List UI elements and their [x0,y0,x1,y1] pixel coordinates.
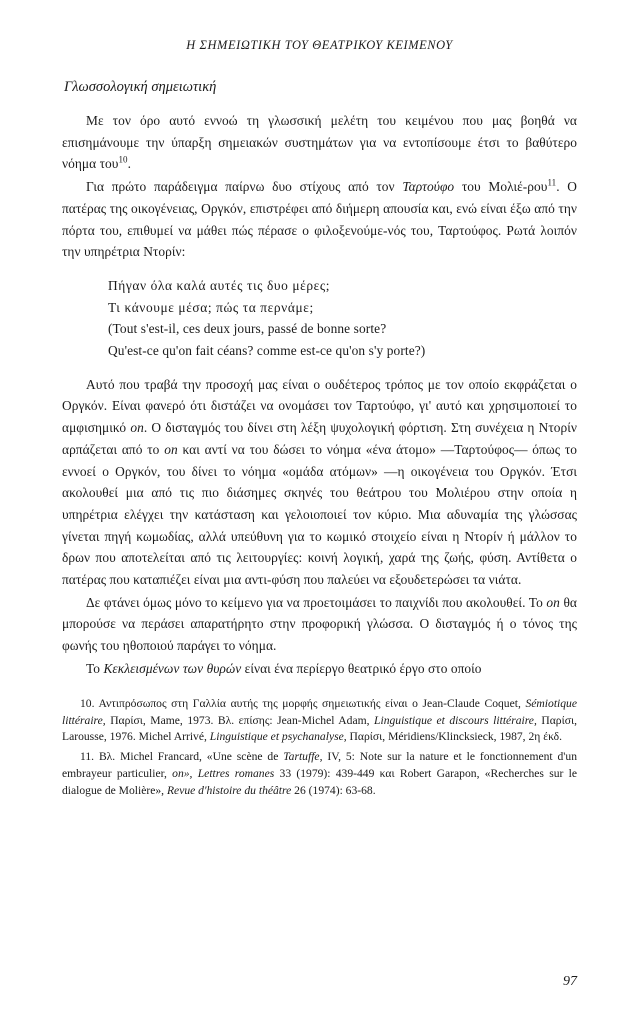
footnote-run: Lettres romanes [197,767,275,781]
paragraph-3-a: Αυτό που τραβά την προσοχή μας είναι ο ουδέτερος τρόπος με τον οποίο εκφράζεται ο Οργκόν. Είναι φανερό ότι διστάζει να ονομάσει τον Ταρτούφο, γι' αυτό και χρησιμοποιεί το αμφισημικό [62,376,577,436]
paragraph-3 [62,374,577,591]
footnote-10-number: 10. [80,696,95,710]
footnote-run: Παρίσι, Larousse, 1976. Michel Arrivé, [62,713,577,744]
paragraph-2-rest: . Ο πατέρας της οικογένειας, Οργκόν, επιστρέφει από διήμερη απουσία και, ενώ είναι έξω από την πόρτα του, επιθυμεί να μάθει πώς πέρασε ο φιλοξενούμε-νός του, Ταρτούφος. Ρωτά λοιπόν την υπηρέτρια Ντορίν: [62,179,578,260]
footnote-run: Παρίσι, Mame, 1973. Βλ. επίσης: Jean-Michel Adam, [105,713,375,727]
footnote-11-runs [62,750,577,797]
footnote-run: IV, 5: Note sur la nature et le fonctionnement d'un embrayeur particulier, [62,750,577,781]
footnote-run: Βλ. Michel Francard, «Une scène de [94,750,284,764]
paragraph-4 [62,592,577,657]
paragraph-4-a: Δε φτάνει όμως μόνο το κείμενο για να προετοιμάσει το παιχνίδι που ακολουθεί. Το [86,594,547,610]
paragraph-5 [62,658,577,680]
paragraph-3-b: . Ο δισταγμός του δίνει στη λέξη ψυχολογική φόρτιση. Στη συνέχεια η Ντορίν αρπάζεται από το [62,420,578,457]
term-on-2: on [164,441,178,457]
paragraph-5-a: Το [86,660,104,676]
verse-block [62,275,577,362]
footnote-run: on», [172,767,193,781]
footnote-run: 33 (1979): 439-449 και Robert Garapon, «Recherches sur le dialogue de Molière», [62,767,577,798]
footnote-run: Tartuffe, [283,750,323,764]
title-tartuffe: Ταρτούφο [402,179,455,195]
footnote-run: Linguistique et discours littéraire, [374,713,537,727]
verse-line-2: Τι κάνουμε μέσα; πώς τα περνάμε; [108,299,314,315]
paragraph-3-c: και αντί να του δώσει το νόημα «ένα άτομο» —Ταρτούφος— όπως το εννοεί ο Οργκόν, του δίνει το νόημα «ομάδα ατόμων» —η οικογένεια του Οργκόν. Έτσι ακολουθεί μια από τις πιο διάσημες σκηνές του θεάτρου του Μολιέρου στην οποία η υπηρέτρια ελέγχει την κατάσταση και γελοιοποιεί τον κύριο. Μια αδυναμία της γλώσσας γίνεται πηγή κωμωδίας, αλλά υπεύθυνη για το κωμικό στοιχείο είναι η Ντορίν ή μάλλον το δρων που αποτελείται από τις λειτουργίες: κοινή λογική, χαρά της ζωής, φύση. Αντίθετα ο πατέρας που καταπιέζει είναι μια αντι-φύση που παλεύει να εξουδετερώσει τα νιάτα. [62,441,577,588]
paragraph-1 [62,110,577,175]
term-on-3: on [546,594,560,610]
footnote-10-runs [62,697,577,744]
verse-line-3: (Tout s'est-il, ces deux jours, passé de bonne sorte? [108,321,387,337]
paragraph-2-lead: Για πρώτο παράδειγμα παίρνω δυο στίχους από τον [86,179,403,195]
page-number: 97 [563,974,577,989]
footnote-ref-11[interactable]: 11 [547,177,557,188]
term-on-1: on [130,420,144,436]
footnote-run: Αντιπρόσωπος στη Γαλλία αυτής της μορφής σημειωτικής είναι ο Jean-Claude Coquet, [94,696,526,710]
footnote-11-number: 11. [80,750,95,764]
footnote-ref-10[interactable]: 10 [118,154,128,165]
title-huis-clos: Κεκλεισμένων των θυρών [103,660,242,676]
paragraph-2 [62,176,577,263]
footnote-run: Linguistique et psychanalyse, [209,730,347,744]
paragraph-1-text: Με τον όρο αυτό εννοώ τη γλωσσική μελέτη του κειμένου που μας βοηθά να επισημάνουμε την ύπαρξη σημειακών συστημάτων για να εντοπίσουμε έτσι το βαθύτερο νόημα του [62,113,577,172]
paragraph-5-b: είναι ένα περίεργο θεατρικό έργο στο οποίο [241,660,482,676]
paragraph-4-b: θα μπορούσε να περάσει απαρατήρητο στην προφορική γλώσσα. Ο δισταγμός ή ο τόνος της φωνής του ηθοποιού παράγει το νόημα. [62,594,577,654]
verse-line-1: Πήγαν όλα καλά αυτές τις δυο μέρες; [108,277,331,293]
footnote-run: Revue d'histoire du théâtre [166,784,292,798]
footnote-run: Παρίσι, Méridiens/Klincksieck, 1987, 2η έκδ. [346,730,563,744]
footnote-10 [62,696,577,747]
footnote-run: Sémiotique littéraire, [62,696,577,727]
section-title: Γλωσσολογική σημειωτική [64,79,217,95]
paragraph-2-mid: του Μολιέ-ρου [454,179,548,195]
footnote-11 [62,749,577,800]
running-head: Η ΣΗΜΕΙΩΤΙΚΗ ΤΟΥ ΘΕΑΤΡΙΚΟΥ ΚΕΙΜΕΝΟΥ [186,38,453,52]
verse-line-4: Qu'est-ce qu'on fait céans? comme est-ce qu'on s'y porte?) [108,343,426,359]
footnotes-section [62,696,577,801]
footnote-run: 26 (1974): 63-68. [291,784,376,798]
paragraph-1-tail: . [127,156,131,172]
